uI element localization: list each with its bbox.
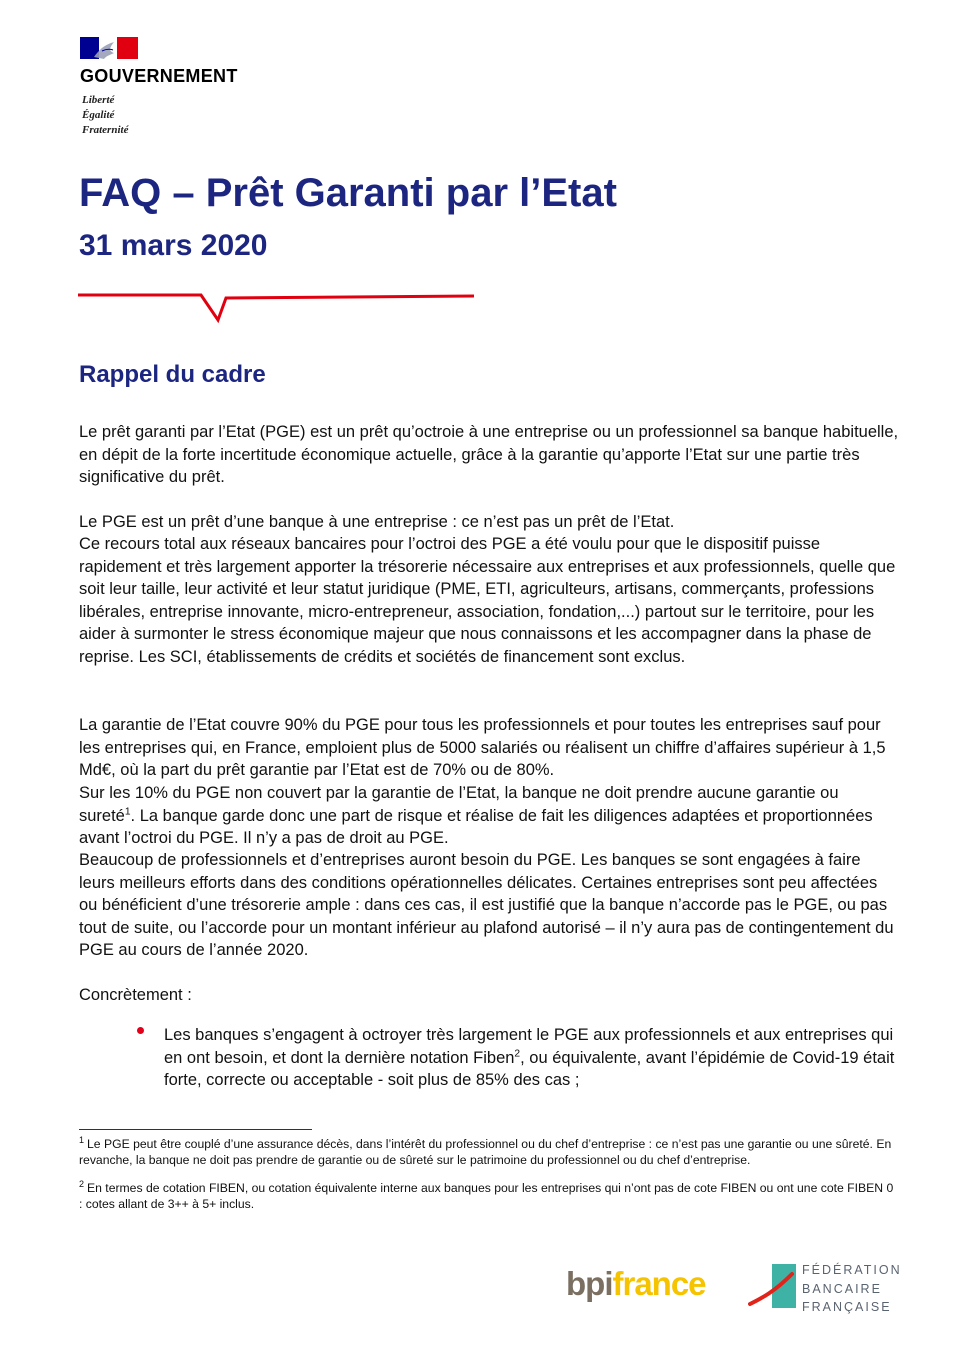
fbf-line-federation: FÉDÉRATION — [802, 1263, 902, 1277]
section-title: Rappel du cadre — [79, 361, 266, 388]
footnote-text: Le PGE peut être couplé d’une assurance décès, dans l’intérêt du professionnel ou du chef d’entreprise : ce n’est pas une garantie ou une sûreté. En revanche, la banque ne doit pas prendre de garantie ou de sûreté sur le patrimoine du professionnel ou du chef d’entreprise. — [79, 1137, 892, 1167]
footnote-1 — [79, 1136, 899, 1168]
list-item-text: Les banques s’engagent à octroyer très largement le PGE aux professionnels et aux entreprises qui en ont besoin, et dont la dernière notation Fiben — [164, 1026, 894, 1067]
no-surety-text-cont: . La banque garde donc une part de risque et réalise de fait les diligences adaptées et proportionnées avant l’octroi du PGE. Il n’y a pas de droit au PGE. — [79, 806, 873, 848]
paragraph-intro: Le prêt garanti par l’Etat (PGE) est un prêt qu’octroie à une entreprise ou un professionnel sa banque habituelle, en dépit de la forte incertitude économique actuelle, grâce à la garantie qu’apporte l’Etat sur une partie très significative du prêt. — [79, 423, 899, 487]
footnote-ref-1: 1 — [124, 806, 131, 818]
fbf-emblem-icon — [748, 1262, 798, 1312]
footnote-number: 2 — [79, 1178, 85, 1189]
paragraph-pge-definition: Le PGE est un prêt d’une banque à une entreprise : ce n’est pas un prêt de l’Etat. — [79, 513, 675, 531]
paragraph-concretement: Concrètement : — [79, 986, 192, 1004]
red-speech-line — [78, 287, 478, 327]
republic-motto — [82, 93, 128, 138]
paragraph-guarantee: La garantie de l’Etat couvre 90% du PGE pour tous les professionnels et pour toutes les entreprises sauf pour les entreprises qui, en France, emploient plus de 5000 salariés ou réalisent un chiffre d’affaires supérieur à 1,5 Md€, où la part du prêt garantie par l’Etat est de 70% ou de 80%. — [79, 716, 886, 780]
fbf-wordmark — [802, 1261, 902, 1317]
paragraph-bank-efforts: Beaucoup de professionnels et d’entreprises auront besoin du PGE. Les banques se sont engagées à faire leurs meilleurs efforts dans des conditions opérationnelles délicates. Certaines entreprises sont peu affectées ou bénéficient d’une trésorerie ample : dans ces cas, il est justifié que la banque n’accorde pas le PGE, ou pas tout de suite, ou l’accorde pour un montant inférieur au plafond autorisé – il n’y aura pas de contingentement du PGE au cours de l’année 2020. — [79, 851, 894, 960]
footnote-ref-2: 2 — [514, 1048, 521, 1060]
motto-liberte: Liberté — [82, 94, 115, 106]
footnote-divider — [79, 1129, 312, 1130]
gouvernement-logo — [80, 37, 238, 136]
bpi-wordmark: bpi — [566, 1265, 613, 1302]
bpifrance-logo — [566, 1265, 706, 1303]
fbf-line-francaise: FRANÇAISE — [802, 1300, 892, 1314]
no-surety-text: Sur les 10% du PGE non couvert par la garantie de l’Etat, la banque ne doit prendre aucune garantie ou sureté — [79, 784, 839, 825]
page-title: FAQ – Prêt Garanti par l’Etat — [79, 171, 617, 215]
france-wordmark: france — [612, 1265, 706, 1302]
list-item — [164, 1024, 899, 1092]
footnote-2 — [79, 1180, 899, 1212]
footnote-text: En termes de cotation FIBEN, ou cotation équivalente interne aux banques pour les entreprises qui n’ont pas de cote FIBEN ou ont une cote FIBEN 0 : cotes allant de 3++ à 5+ inclus. — [79, 1181, 894, 1211]
paragraph-no-surety — [79, 782, 899, 850]
bullet-icon — [137, 1027, 144, 1034]
page-date: 31 mars 2020 — [79, 229, 268, 262]
fbf-line-bancaire: BANCAIRE — [802, 1281, 882, 1296]
motto-fraternite: Fraternité — [82, 124, 129, 136]
paragraph-banking-network: Ce recours total aux réseaux bancaires pour l’octroi des PGE a été voulu pour que le dispositif puisse rapidement et très largement apporter la trésorerie nécessaire aux entreprises et aux professionnels, quelle que soit leur taille, leur activité et leur statut juridique (PME, ETI, agriculteurs, artisans, commerçants, professions libérales, entreprise innovante, micro-entrepreneur, association, fondation,...) partout sur le territoire, pour les aider à surmonter le stress économique majeur que nous connaissons et les accompagner dans la phase de reprise. Les SCI, établissements de crédits et sociétés de financement sont exclus. — [79, 535, 896, 666]
motto-egalite: Égalité — [82, 109, 115, 121]
marianne-flag-icon — [80, 37, 138, 59]
gouvernement-wordmark: GOUVERNEMENT — [80, 66, 238, 86]
footnote-number: 1 — [79, 1134, 85, 1145]
list-item-text-cont: , ou équivalente, avant l’épidémie de Covid-19 était forte, correcte ou acceptable - soit plus de 85% des cas ; — [164, 1048, 895, 1090]
